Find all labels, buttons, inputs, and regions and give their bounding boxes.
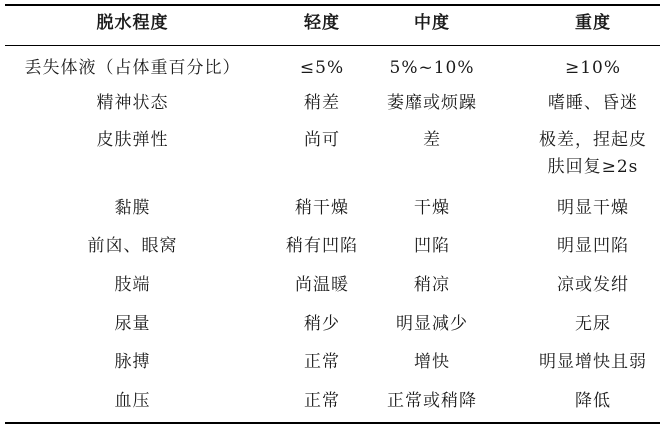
row-mucosa-moderate: 干燥 [414, 198, 450, 218]
row-skin-mild: 尚可 [304, 130, 340, 150]
row-bp-moderate: 正常或稍降 [387, 391, 477, 411]
row-fluid-loss-severe: ≥10% [564, 58, 622, 78]
row-skin-moderate: 差 [423, 130, 441, 150]
row-extremities-label: 肢端 [114, 275, 151, 295]
row-extremities-mild: 尚温暖 [295, 275, 349, 295]
header-dehydration-degree: 脱水程度 [96, 13, 169, 33]
row-mental-moderate: 萎靡或烦躁 [387, 93, 477, 113]
row-pulse-moderate: 增快 [414, 352, 450, 372]
row-fluid-loss-label: 丢失体液（占体重百分比） [24, 58, 241, 78]
row-fluid-loss-mild: ≤5% [299, 58, 345, 78]
row-mental-severe: 嗜睡、昏迷 [548, 93, 638, 113]
row-fontanel-mild: 稍有凹陷 [286, 236, 358, 256]
row-mental-label: 精神状态 [96, 93, 169, 113]
row-urine-moderate: 明显减少 [396, 314, 468, 334]
row-extremities-severe: 凉或发绀 [557, 275, 629, 295]
row-mucosa-mild: 稍干燥 [295, 198, 349, 218]
table-top-rule [5, 4, 660, 6]
row-skin-severe-line2: 肤回复≥2s [547, 157, 639, 177]
row-bp-label: 血压 [114, 391, 151, 411]
row-urine-severe: 无尿 [575, 314, 611, 334]
row-mucosa-label: 黏膜 [114, 198, 151, 218]
row-urine-label: 尿量 [114, 314, 151, 334]
row-urine-mild: 稍少 [304, 314, 340, 334]
row-fontanel-severe: 明显凹陷 [557, 236, 629, 256]
row-extremities-moderate: 稍凉 [414, 275, 450, 295]
row-bp-mild: 正常 [304, 391, 340, 411]
header-mild: 轻度 [304, 13, 340, 33]
row-fontanel-moderate: 凹陷 [414, 236, 450, 256]
row-mental-mild: 稍差 [304, 93, 340, 113]
row-skin-label: 皮肤弹性 [96, 130, 169, 150]
table-bottom-rule [5, 422, 660, 424]
row-bp-severe: 降低 [575, 391, 611, 411]
header-moderate: 中度 [414, 13, 450, 33]
row-pulse-mild: 正常 [304, 352, 340, 372]
row-fluid-loss-moderate: 5%~10% [389, 58, 475, 78]
header-severe: 重度 [575, 13, 611, 33]
row-mucosa-severe: 明显干燥 [557, 198, 629, 218]
row-pulse-severe: 明显增快且弱 [539, 352, 647, 372]
table-header-rule [5, 45, 660, 46]
row-skin-severe-line1: 极差，捏起皮 [539, 130, 647, 150]
row-fontanel-label: 前囟、眼窝 [87, 236, 178, 256]
row-pulse-label: 脉搏 [114, 352, 151, 372]
